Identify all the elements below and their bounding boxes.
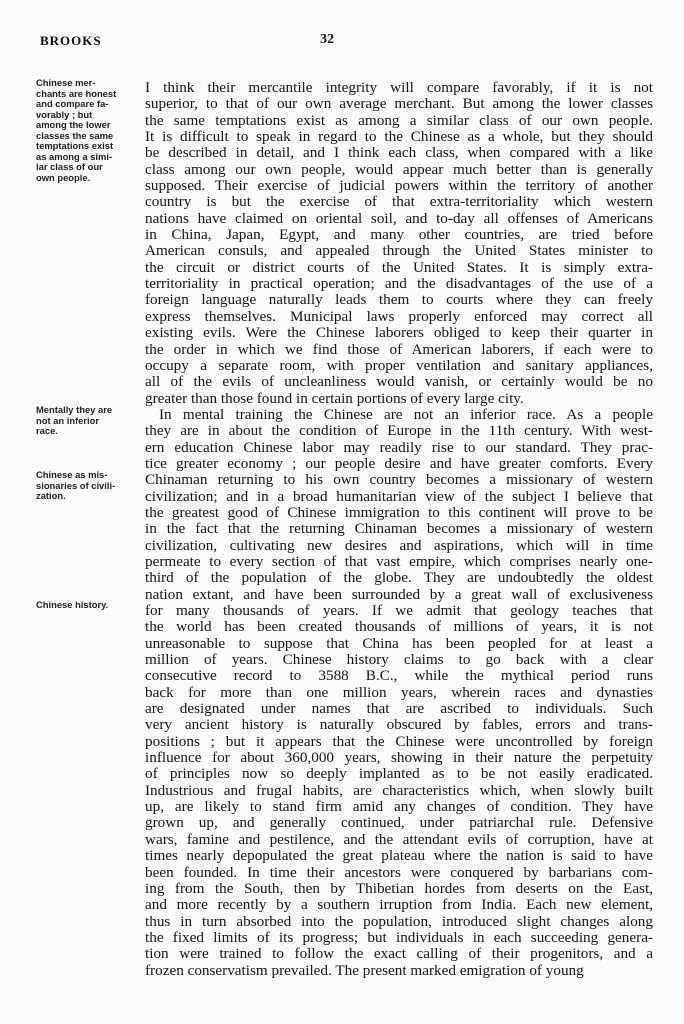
- body-line: consecutive record to 3588 B.C., while the mythical period runs: [145, 667, 653, 685]
- body-line: class among our own people, would appear much better than is generally: [145, 160, 653, 178]
- body-line: are designated under names that are ascribed to individuals. Such: [145, 700, 653, 718]
- body-text: [145, 80, 653, 979]
- body-line: It is difficult to speak in regard to the Chinese as a whole, but they should: [145, 128, 653, 146]
- body-line: permeate to every section of that vast empire, which comprises nearly one-: [145, 552, 653, 570]
- body-line: in China, Japan, Egypt, and many other countries, are tried before: [145, 226, 653, 244]
- body-line: superior, to that of our own average merchant. But among the lower classes: [145, 95, 653, 113]
- page-number: 32: [320, 32, 334, 47]
- body-line: nations have claimed on oriental soil, and to-day all offenses of Americans: [145, 209, 653, 227]
- body-line: the order in which we find those of American laborers, if each were to: [145, 340, 653, 358]
- body-line: grown up, and generally continued, under patriarchal rule. Defensive: [145, 814, 653, 832]
- body-line: the circuit or district courts of the United States. It is simply extra-: [145, 258, 653, 276]
- body-line: the fixed limits of its progress; but individuals in each succeeding genera-: [145, 928, 653, 946]
- body-line: wars, famine and pestilence, and the attendant evils of corruption, have at: [145, 830, 653, 848]
- body-line: they are in about the condition of Europe in the 11th century. With west-: [145, 422, 653, 440]
- body-line: ing from the South, then by Thibetian hordes from deserts on the East,: [145, 879, 653, 897]
- body-line: existing evils. Were the Chinese laborers obliged to keep their quarter in: [145, 324, 653, 342]
- body-line: tice greater economy ; our people desire and have greater comforts. Every: [145, 454, 653, 472]
- body-line: supposed. Their exercise of judicial powers within the territory of another: [145, 177, 653, 195]
- body-line: the greatest good of Chinese immigration to this continent will prove to be: [145, 503, 653, 521]
- body-line: express themselves. Municipal laws properly enforced may correct all: [145, 307, 653, 325]
- body-line: influence for about 360,000 years, showing in their nature the perpetuity: [145, 749, 653, 767]
- body-line: tion were trained to follow the exact calling of their progenitors, and a: [145, 945, 653, 963]
- body-line: Chinaman returning to his own country becomes a missionary of western: [145, 471, 653, 489]
- body-line: the same temptations exist as among a similar class of our own people.: [145, 111, 653, 129]
- body-line: country is but the exercise of that extra-territoriality which western: [145, 193, 653, 211]
- body-line: been founded. In time their ancestors were conquered by barbarians com-: [145, 863, 653, 881]
- body-line: nation extant, and have been surrounded by a great wall of exclusiveness: [145, 585, 653, 603]
- body-line: foreign language naturally leads them to courts where they can freely: [145, 291, 653, 309]
- body-line: back for more than one million years, wherein races and dynasties: [145, 683, 653, 701]
- body-line: civilization, cultivating new desires and aspirations, which will in time: [145, 536, 653, 554]
- margin-note-merchants: Chinese mer- chants are honest and compare fa- vorably ; but among the lower classes the same temptations exist as among a simi- lar class of our own people.: [36, 77, 117, 183]
- body-line: million of years. Chinese history claims to go back with a clear: [145, 651, 653, 669]
- margin-note-chinese-history: Chinese history.: [36, 599, 109, 610]
- body-line: frozen conservatism prevailed. The present marked emigration of young: [145, 961, 584, 979]
- body-line: all of the evils of uncleanliness would vanish, or certainly would be no: [145, 373, 653, 391]
- body-line: In mental training the Chinese are not an inferior race. As a people: [159, 405, 653, 423]
- margin-note-missionaries: Chinese as mis- sionaries of civili- zation.: [36, 469, 116, 501]
- body-line: be described in detail, and I think each class, when compared with a like: [145, 144, 653, 162]
- body-line: of principles now so deeply implanted as to be not easily eradicated.: [145, 765, 653, 783]
- body-line: I think their mercantile integrity will compare favorably, if it is not: [145, 79, 653, 96]
- body-line: thus in turn absorbed into the population, introduced slight changes along: [145, 912, 653, 930]
- body-line: and more recently by a southern irruption from India. Each new element,: [145, 896, 653, 914]
- body-line: ern education Chinese labor may readily rise to our standard. They prac-: [145, 438, 653, 456]
- body-line: times nearly depopulated the great plateau where the nation is said to have: [145, 847, 653, 865]
- body-line: the world has been created thousands of millions of years, it is not: [145, 618, 653, 636]
- body-line: Industrious and frugal habits, are characteristics which, when slowly built: [145, 781, 653, 799]
- running-head: [40, 33, 650, 53]
- body-line: positions ; but it appears that the Chinese were uncontrolled by foreign: [145, 732, 653, 750]
- body-line: American consuls, and appealed through the United States minister to: [145, 242, 653, 260]
- body-line: up, are likely to stand firm amid any changes of condition. They have: [145, 798, 653, 816]
- body-line: in the fact that the returning Chinaman becomes a missionary of western: [145, 520, 653, 538]
- body-line: third of the population of the globe. They are undoubtedly the oldest: [145, 569, 653, 587]
- body-line: civilization; and in a broad humanitarian view of the subject I believe that: [145, 487, 653, 505]
- body-line: very ancient history is naturally obscured by fables, errors and trans-: [145, 716, 653, 734]
- body-line: unreasonable to suppose that China has been peopled for at least a: [145, 634, 653, 652]
- body-line: for many thousands of years. If we admit that geology teaches that: [145, 602, 653, 619]
- body-line: greater than those found in certain portions of every large city.: [145, 389, 524, 407]
- margin-note-mental-training: Mentally they are not an inferior race.: [36, 404, 113, 436]
- body-line: occupy a separate room, with proper ventilation and sanitary appliances,: [145, 356, 653, 374]
- author-running-head: BROOKS: [40, 33, 102, 48]
- body-line: territoriality in practical operation; and the disadvantages of the use of a: [145, 275, 653, 293]
